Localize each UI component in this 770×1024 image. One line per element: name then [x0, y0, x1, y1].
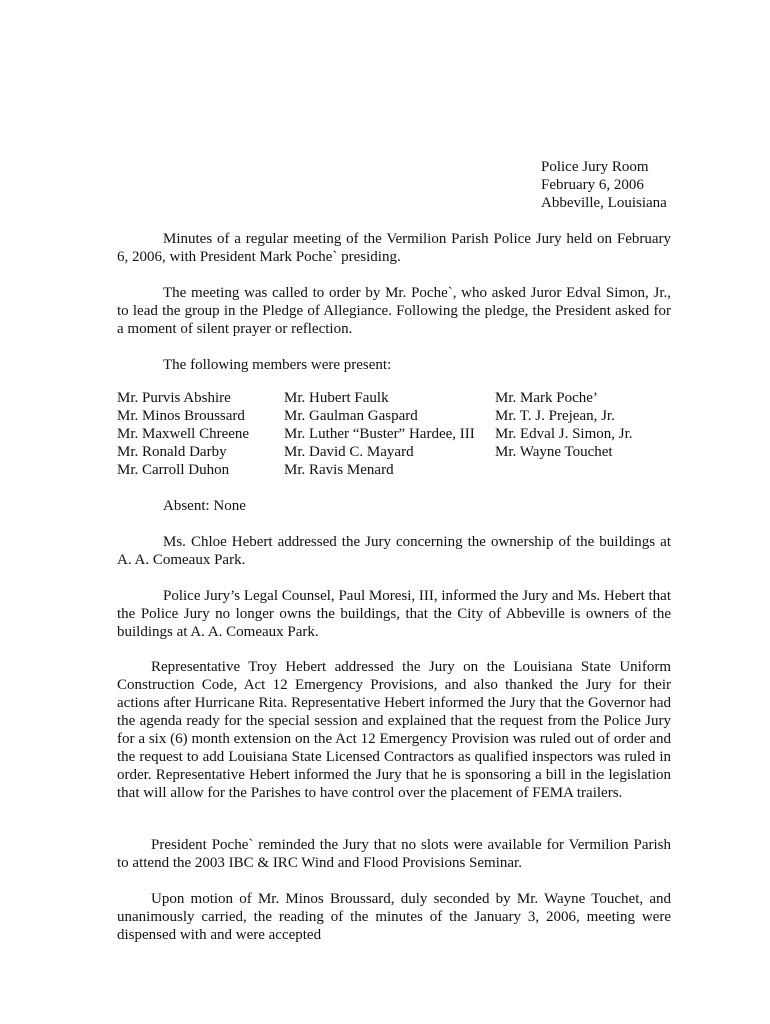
member-name: Mr. T. J. Prejean, Jr.: [495, 408, 615, 424]
members-column-3: [495, 389, 633, 461]
paragraph-absent: Absent: None: [163, 498, 246, 514]
member-name: Mr. Mark Poche’: [495, 390, 598, 406]
member-name: Mr. Ronald Darby: [117, 444, 227, 460]
member-name: Mr. Luther “Buster” Hardee, III: [284, 426, 475, 442]
members-column-1: [117, 389, 249, 479]
paragraph-intro: Minutes of a regular meeting of the Vermilion Parish Police Jury held on February 6, 2006, with President Mark Poche` presiding.: [117, 231, 671, 265]
meeting-date: February 6, 2006: [541, 177, 644, 193]
member-name: Mr. Edval J. Simon, Jr.: [495, 426, 633, 442]
member-name: Mr. Maxwell Chreene: [117, 426, 250, 442]
paragraph-legal-counsel: Police Jury’s Legal Counsel, Paul Moresi, III, informed the Jury and Ms. Hebert that the Police Jury no longer owns the buildings, that the City of Abbeville is owners of the buildings at A. A. Comeaux Park.: [117, 588, 671, 640]
paragraph-minutes-motion: Upon motion of Mr. Minos Broussard, duly seconded by Mr. Wayne Touchet, and unanimously carried, the reading of the minutes of the January 3, 2006, meeting were dispensed with and were accepted: [117, 891, 671, 943]
paragraph-seminar: President Poche` reminded the Jury that no slots were available for Vermilion Parish to attend the 2003 IBC & IRC Wind and Flood Provisions Seminar.: [117, 837, 671, 871]
member-name: Mr. Hubert Faulk: [284, 390, 389, 406]
member-name: Mr. Minos Broussard: [117, 408, 245, 424]
members-column-2: [284, 389, 475, 479]
member-name: Mr. Purvis Abshire: [117, 390, 231, 406]
paragraph-call-to-order: The meeting was called to order by Mr. Poche`, who asked Juror Edval Simon, Jr., to lead the group in the Pledge of Allegiance. Following the pledge, the President asked for a moment of silent prayer or reflection.: [117, 285, 671, 337]
meeting-city: Abbeville, Louisiana: [541, 195, 667, 211]
meeting-header: [541, 158, 741, 212]
member-name: Mr. Wayne Touchet: [495, 444, 613, 460]
member-name: Mr. David C. Mayard: [284, 444, 414, 460]
paragraph-members-present: The following members were present:: [163, 357, 392, 373]
member-name: Mr. Carroll Duhon: [117, 462, 230, 478]
meeting-location: Police Jury Room: [541, 159, 649, 175]
member-name: Mr. Ravis Menard: [284, 462, 394, 478]
paragraph-chloe-hebert: Ms. Chloe Hebert addressed the Jury concerning the ownership of the buildings at A. A. Comeaux Park.: [117, 534, 671, 568]
member-name: Mr. Gaulman Gaspard: [284, 408, 418, 424]
paragraph-troy-hebert: Representative Troy Hebert addressed the Jury on the Louisiana State Uniform Construction Code, Act 12 Emergency Provisions, and also thanked the Jury for their actions after Hurricane Rita. Representative Hebert informed the Jury that the Governor had the agenda ready for the special session and explained that the request from the Police Jury for a six (6) month extension on the Act 12 Emergency Provision was ruled out of order and the request to add Louisiana State Licensed Contractors as qualified inspectors was ruled in order. Representative Hebert informed the Jury that he is sponsoring a bill in the legislation that will allow for the Parishes to have control over the placement of FEMA trailers.: [117, 659, 671, 801]
